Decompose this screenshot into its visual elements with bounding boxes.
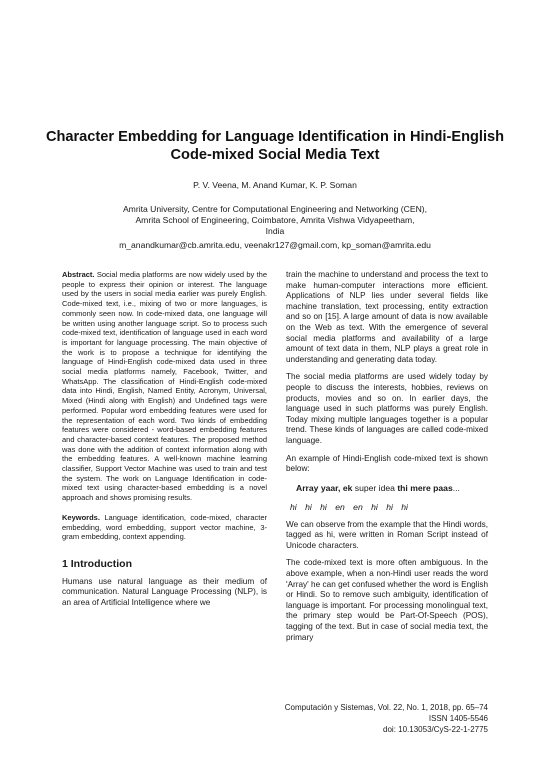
body-paragraph: An example of Hindi-English code-mixed text is shown below: [286,453,488,474]
code-mixed-example [296,483,488,494]
keywords [62,513,267,542]
affiliation-line: Amrita School of Engineering, Coimbatore, Amrita Vishwa Vidyapeetham, [135,215,415,226]
example-hindi-words: Array yaar, ek [296,482,353,493]
abstract-label: Abstract. [62,270,95,279]
section-heading: 1 Introduction [62,557,132,570]
affiliation-line: Amrita University, Centre for Computational Engineering and Networking (CEN), [122,204,428,214]
abstract-text: Social media platforms are now widely used by the people to express their opinion or interest. The language used by the users in social media earlier was purely English. Code-mixed text, i.e., mixing of two or more languages, is commonly seen now. In code-mixed data, one language will be written using another language script. So to process such code-mixed text, identification of language used in each word is important for language processing. The main objective of the work is to propose a technique for identifying the language of Hindi-English code-mixed data used in three social media platforms namely, Facebook, Twitter, and WhatsApp. The classification of Hindi-English code-mixed data into Hindi, English, Named Entity, Acronym, Universal, Mixed (Hindi along with English) and Undefined tags were performed. Popular word embedding features were used for the representation of each word. Two kinds of embedding features were considered - word-based embedding features and character-based context features. The proposed method was done with the addition of context information along with the embedding features. A well-known machine learning classifier, Support Vector Machine was used to train and test the system. The work on Language Identification in code-mixed text using character-based embedding is a novel approach and shows promising results. [62,270,267,503]
affiliation [40,204,510,238]
example-ellipsis: ... [452,482,460,493]
body-paragraph: The social media platforms are used widely today by people to discuss the interests, hobbies, reviews on products, movies and so on. In earlier days, the language used in such platforms was purely English. Today mixing multiple languages together is a popular trend. These kinds of languages are called code-mixed language. [286,372,488,445]
author-list: P. V. Veena, M. Anand Kumar, K. P. Soman [193,180,357,190]
example-language-tags: hi hi hi en en hi hi hi [290,501,408,512]
body-paragraph: train the machine to understand and process the text to make human-computer interactions more efficient. Applications of NLP lies under several fields like machine translation, text processing, entity extraction and so on [15]. A large amount of data is now available on the Web as text. With the emergence of several social media platforms and availability of a large amount of text data in them, NLP plays a great role in understanding and generating data today. [286,270,488,364]
author-emails: m_anandkumar@cb.amrita.edu, veenakr127@gmail.com, kp_soman@amrita.edu [119,240,431,250]
keywords-text: Language identification, code-mixed, character embedding, word embedding, support vector machine, 3-gram embedding, context appending. [62,512,267,542]
body-paragraph: We can observe from the example that the Hindi words, tagged as hi, were written in Roman Script instead of Unicode characters. [286,519,488,550]
left-column [62,270,267,608]
doi: doi: 10.13053/CyS-22-1-2775 [383,725,488,735]
example-english-words: super idea [352,482,398,493]
abstract [62,270,267,503]
journal-citation: Computación y Sistemas, Vol. 22, No. 1, 2018, pp. 65–74 [284,703,488,712]
intro-paragraph: Humans use natural language as their medium of communication. Natural Language Processing (NLP), is an area of Artificial Intelligence where we [62,576,267,607]
paper-title: Character Embedding for Language Identification in Hindi-English Code-mixed Social Media Text [45,129,505,163]
right-column [286,270,488,643]
example-hindi-words: thi mere paas [397,482,453,493]
journal-footer [285,702,488,736]
body-paragraph: The code-mixed text is more often ambiguous. In the above example, when a non-Hindi user reads the word 'Array' he can get confused whether the word is English or Hindi. So to remove such ambiguity, identification of language is important. For processing monolingual text, the primary step would be Part-Of-Speech (POS), tagging of the text. But in case of social media text, the primary [286,558,488,642]
keywords-label: Keywords. [62,512,100,522]
issn: ISSN 1405-5546 [428,714,488,724]
affiliation-line: India [265,226,285,237]
